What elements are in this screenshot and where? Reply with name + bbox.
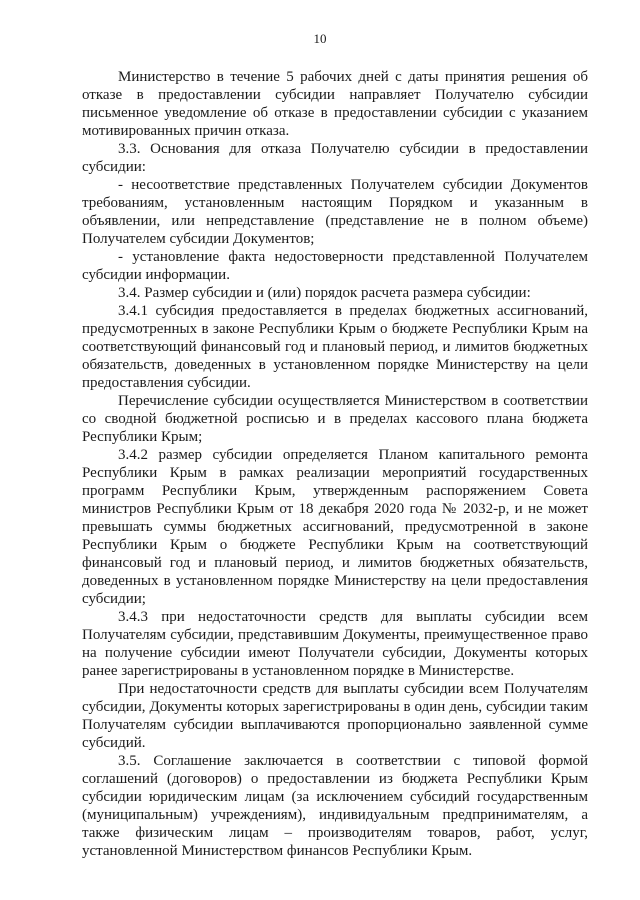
- paragraph-3-3-item-2: - установление факта недостоверности представленной Получателем субсидии информации.: [82, 249, 588, 283]
- paragraph-3-4-2: 3.4.2 размер субсидии определяется Планом капитального ремонта Республики Крым в рамках реализации мероприятий государственных программ Республики Крым, утвержденным распоряжением Совета министров Республики Крым от 18 декабря 2020 года № 2032-р, и не может превышать суммы бюджетных ассигнований, предусмотренной в законе Республики Крым о бюджете Республики Крым на соответствующий финансовый год и плановый период, и лимитов бюджетных обязательств, доведенных в установленном порядке Министерству на цели предоставления субсидии;: [82, 447, 588, 607]
- page-number: 10: [313, 31, 327, 46]
- paragraph-transfer: Перечисление субсидии осуществляется Министерством в соответствии со сводной бюджетной росписью и в пределах кассового плана бюджета Республики Крым;: [82, 393, 588, 445]
- paragraph-3-4-1: 3.4.1 субсидия предоставляется в пределах бюджетных ассигнований, предусмотренных в законе Республики Крым о бюджете Республики Крым на соответствующий финансовый год и плановый период, и лимитов бюджетных обязательств, доведенных в установленном порядке Министерству на цели предоставления субсидии.: [82, 303, 588, 391]
- paragraph-3-3-heading: 3.3. Основания для отказа Получателю субсидии в предоставлении субсидии:: [82, 141, 588, 175]
- paragraph-refusal-notice: Министерство в течение 5 рабочих дней с даты принятия решения об отказе в предоставлении субсидии направляет Получателю субсидии письменное уведомление об отказе в предоставлении субсидии с указанием мотивированных причин отказа.: [82, 69, 588, 139]
- paragraph-3-4-heading: 3.4. Размер субсидии и (или) порядок расчета размера субсидии:: [118, 285, 531, 301]
- paragraph-3-4-3: 3.4.3 при недостаточности средств для выплаты субсидии всем Получателям субсидии, представившим Документы, преимущественное право на получение субсидии имеют Получатели субсидии, Документы которых ранее зарегистрированы в установленном порядке в Министерстве.: [82, 609, 588, 679]
- paragraph-shortage: При недостаточности средств для выплаты субсидии всем Получателям субсидии, Документы которых зарегистрированы в один день, субсидии таким Получателям субсидии выплачиваются пропорционально заявленной сумме субсидий.: [82, 681, 588, 751]
- document-body: [82, 68, 588, 860]
- paragraph-3-3-item-1: - несоответствие представленных Получателем субсидии Документов требованиям, установленным настоящим Порядком и указанным в объявлении, или непредставление (представление не в полном объеме) Получателем субсидии Документов;: [82, 177, 588, 247]
- paragraph-3-5: 3.5. Соглашение заключается в соответствии с типовой формой соглашений (договоров) о предоставлении из бюджета Республики Крым субсидии юридическим лицам (за исключением субсидий государственным (муниципальным) учреждениям), индивидуальным предпринимателям, а также физическим лицам – производителям товаров, работ, услуг, установленной Министерством финансов Республики Крым.: [82, 753, 588, 859]
